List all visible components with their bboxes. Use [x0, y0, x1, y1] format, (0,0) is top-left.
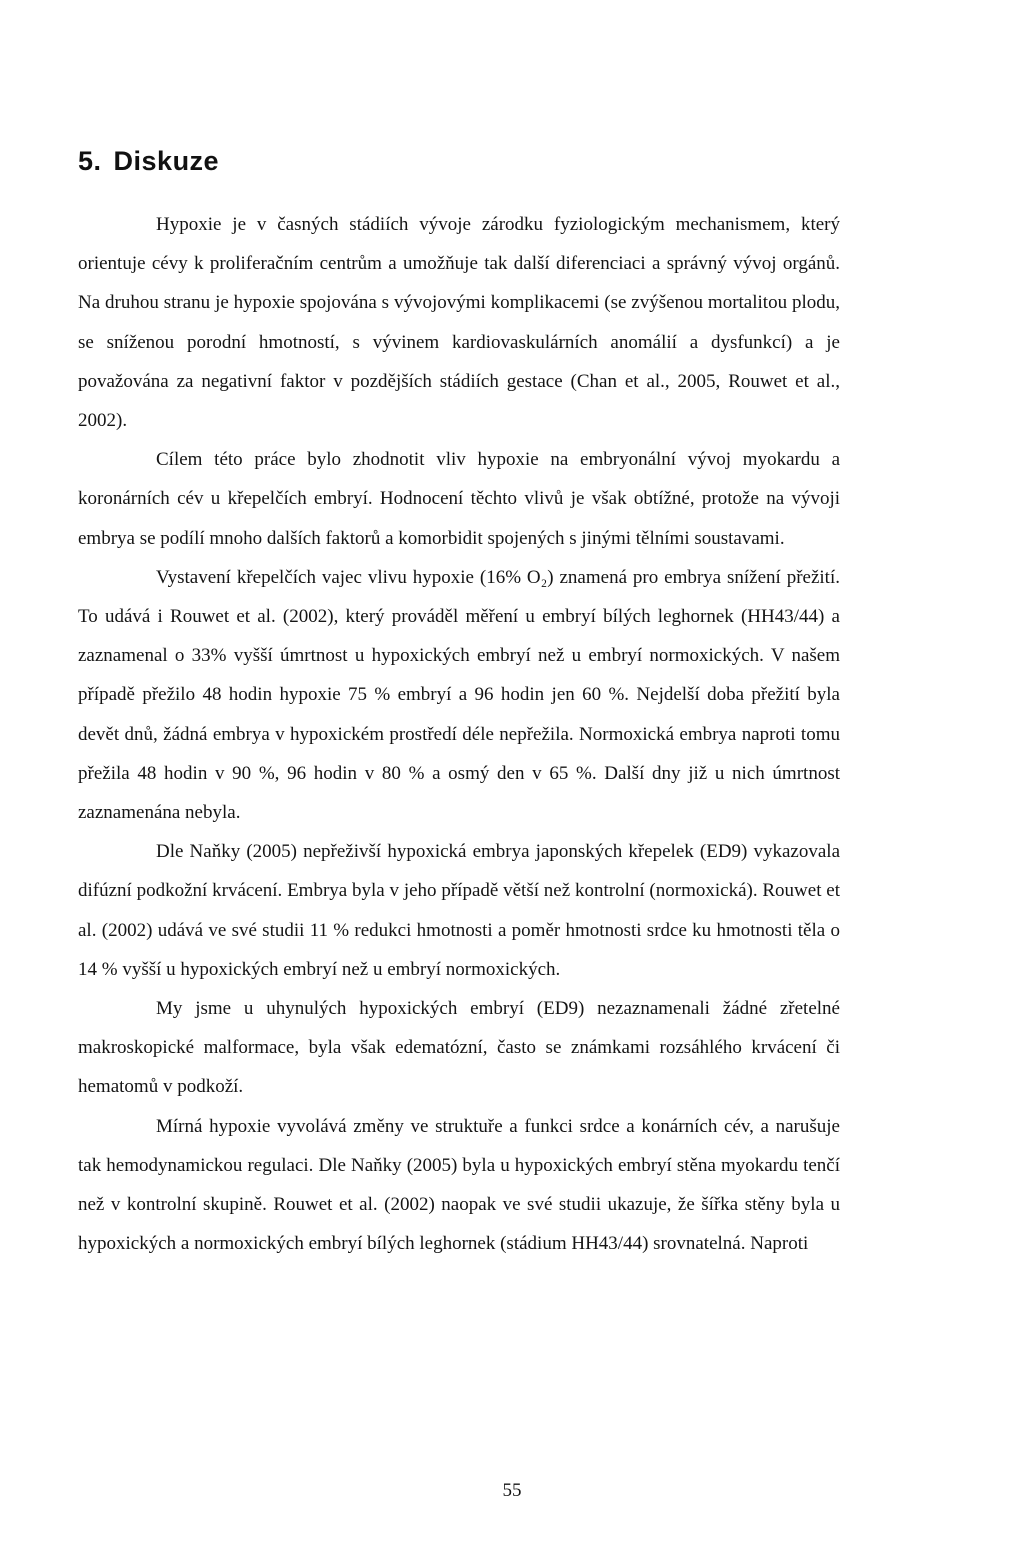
paragraph: Mírná hypoxie vyvolává změny ve struktuře a funkci srdce a konárních cév, a narušuje tak hemodynamickou regulaci. Dle Naňky (2005) byla u hypoxických embryí stěna myokardu tenčí než v kontrolní skupině. Rouwet et al. (2002) naopak ve své studii ukazuje, že šířka stěny byla u hypoxických a normoxických embryí bílých leghornek (stádium HH43/44) srovnatelná. Naproti — [78, 1115, 840, 1255]
paragraph: Vystavení křepelčích vajec vlivu hypoxie (16% O₂) znamená pro embrya snížení přežití. To udává i Rouwet et al. (2002), který prováděl měření u embryí bílých leghornek (HH43/44) a zaznamenal o 33% vyšší úmrtnost u hypoxických embryí než u embryí normoxických. V našem případě přežilo 48 hodin hypoxie 75 % embryí a 96 hodin jen 60 %. Nejdelší doba přežití byla devět dnů, žádná embrya v hypoxickém prostředí déle nepřežila. Normoxická embrya naproti tomu přežila 48 hodin v 90 %, 96 hodin v 80 % a osmý den v 65 %. Další dny již u nich úmrtnost zaznamenána nebyla. — [78, 566, 840, 824]
paragraph: My jsme u uhynulých hypoxických embryí (ED9) nezaznamenali žádné zřetelné makroskopické malformace, byla však edematózní, často se známkami rozsáhlého krvácení či hematomů v podkoží. — [78, 998, 840, 1098]
body-text — [78, 205, 840, 1263]
section-number: 5. — [78, 146, 102, 176]
section-heading — [78, 146, 219, 177]
paragraph: Hypoxie je v časných stádiích vývoje zárodku fyziologickým mechanismem, který orientuje cévy k proliferačním centrům a umožňuje tak další diferenciaci a správný vývoj orgánů. Na druhou stranu je hypoxie spojována s vývojovými komplikacemi (se zvýšenou mortalitou plodu, se sníženou porodní hmotností, s vývinem kardiovaskulárních anomálií a dysfunkcí) a je považována za negativní faktor v pozdějších stádiích gestace (Chan et al., 2005, Rouwet et al., 2002). — [78, 214, 840, 432]
paragraph: Cílem této práce bylo zhodnotit vliv hypoxie na embryonální vývoj myokardu a koronárních cév u křepelčích embryí. Hodnocení těchto vlivů je však obtížné, protože na vývoji embrya se podílí mnoho dalších faktorů a komorbidit spojených s jinými tělními soustavami. — [78, 449, 840, 549]
paragraph: Dle Naňky (2005) nepřeživší hypoxická embrya japonských křepelek (ED9) vykazovala difúzní podkožní krvácení. Embrya byla v jeho případě větší než kontrolní (normoxická). Rouwet et al. (2002) udává ve své studii 11 % redukci hmotnosti a poměr hmotnosti srdce ku hmotnosti těla o 14 % vyšší u hypoxických embryí než u embryí normoxických. — [78, 841, 840, 980]
page-number: 55 — [502, 1480, 522, 1501]
section-title: Diskuze — [113, 146, 220, 176]
